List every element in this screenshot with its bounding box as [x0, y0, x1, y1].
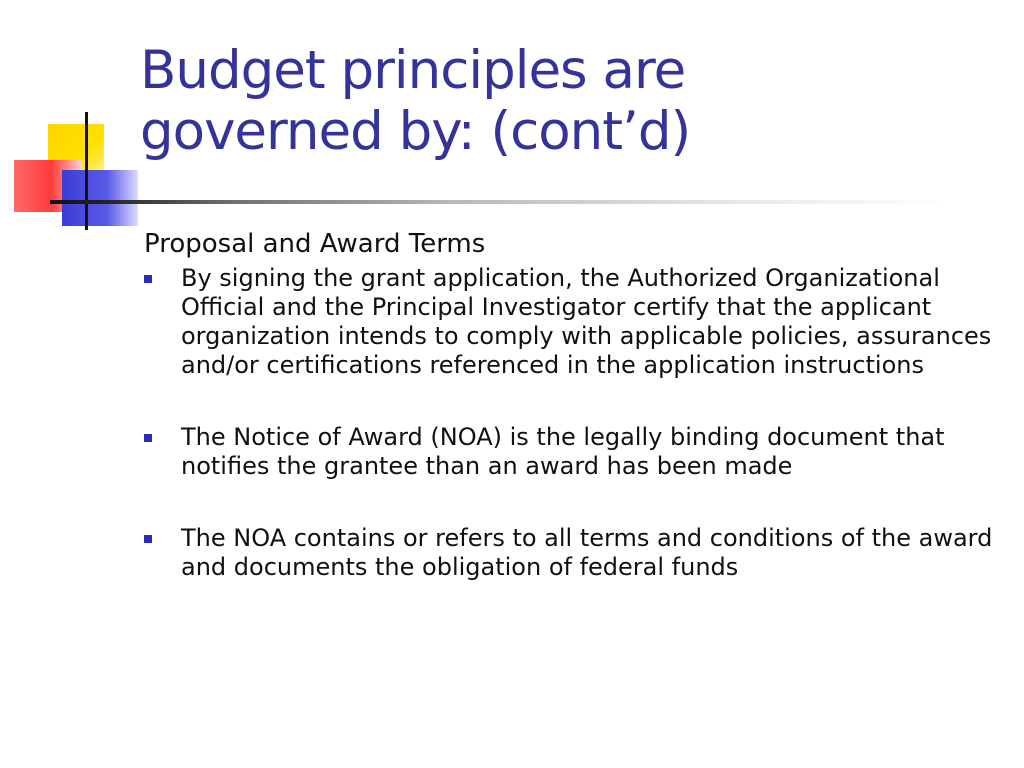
slide-title: [140, 40, 980, 162]
bullet-item: [144, 524, 1004, 582]
subheading: Proposal and Award Terms: [144, 229, 486, 259]
square-bullet-icon: [144, 434, 152, 442]
bullet-text: By signing the grant application, the Authorized Organizational Official and the Principal Investigator certify that the applicant organization intends to comply with applicable policies, assurances and/or certifications referenced in the application instructions: [181, 264, 992, 379]
slide-body: [144, 226, 1004, 625]
square-bullet-icon: [144, 275, 152, 283]
blue-square: [62, 170, 138, 226]
bullet-list: [144, 264, 1004, 582]
title-line-2: governed by: (cont’d): [140, 101, 691, 162]
bullet-item: [144, 264, 1004, 380]
bullet-item: [144, 423, 1004, 481]
bullet-text: The Notice of Award (NOA) is the legally binding document that notifies the grantee than an award has been made: [181, 423, 945, 480]
title-divider-line: [50, 200, 950, 204]
square-bullet-icon: [144, 535, 152, 543]
title-line-1: Budget principles are: [140, 40, 686, 101]
bullet-text: The NOA contains or refers to all terms and conditions of the award and documents the obligation of federal funds: [181, 524, 993, 581]
logo-vertical-line: [85, 112, 88, 230]
